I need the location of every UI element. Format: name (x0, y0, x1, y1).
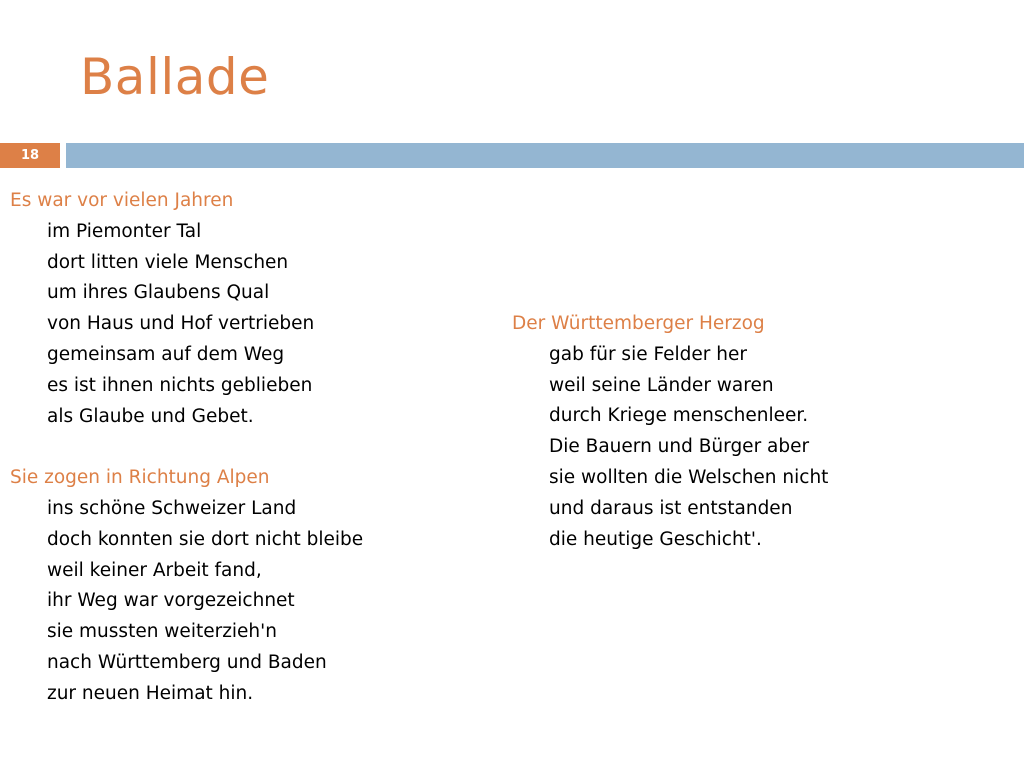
stanza-heading: Der Württemberger Herzog (512, 313, 765, 334)
verse-line: ins schöne Schweizer Land (47, 497, 297, 519)
verse-line: im Piemonter Tal (47, 220, 202, 242)
verse-line: sie wollten die Welschen nicht (549, 466, 829, 488)
verse-line: durch Kriege menschenleer. (549, 405, 809, 427)
verse-line: doch konnten sie dort nicht bleibe (47, 528, 364, 550)
verse-line: weil seine Länder waren (549, 374, 774, 396)
verse-line: ihr Weg war vorgezeichnet (47, 590, 295, 612)
verse-line: als Glaube und Gebet. (47, 405, 254, 427)
verse-line: um ihres Glaubens Qual (47, 282, 270, 304)
slide-number: 18 (0, 143, 60, 168)
verse-line: dort litten viele Menschen (47, 251, 289, 273)
verse-line: weil keiner Arbeit fand, (47, 559, 262, 581)
verse-line: von Haus und Hof vertrieben (47, 313, 315, 335)
left-column (10, 186, 363, 710)
verse-line: es ist ihnen nichts geblieben (47, 374, 313, 396)
verse-line: gab für sie Felder her (549, 343, 747, 365)
verse-line: Die Bauern und Bürger aber (549, 436, 810, 458)
right-column (512, 309, 828, 555)
verse-line: zur neuen Heimat hin. (47, 682, 254, 704)
stanza-heading: Sie zogen in Richtung Alpen (10, 467, 270, 489)
verse-line: und daraus ist entstanden (549, 497, 793, 519)
stanza-spacer (10, 432, 363, 463)
verse-line: die heutige Geschicht'. (549, 528, 762, 550)
verse-line: nach Württemberg und Baden (47, 651, 327, 673)
verse-line: sie mussten weiterzieh'n (47, 621, 277, 643)
slide-title: Ballade (80, 48, 270, 106)
header-bar (66, 143, 1024, 168)
verse-line: gemeinsam auf dem Weg (47, 343, 285, 365)
stanza-heading: Es war vor vielen Jahren (10, 190, 234, 211)
